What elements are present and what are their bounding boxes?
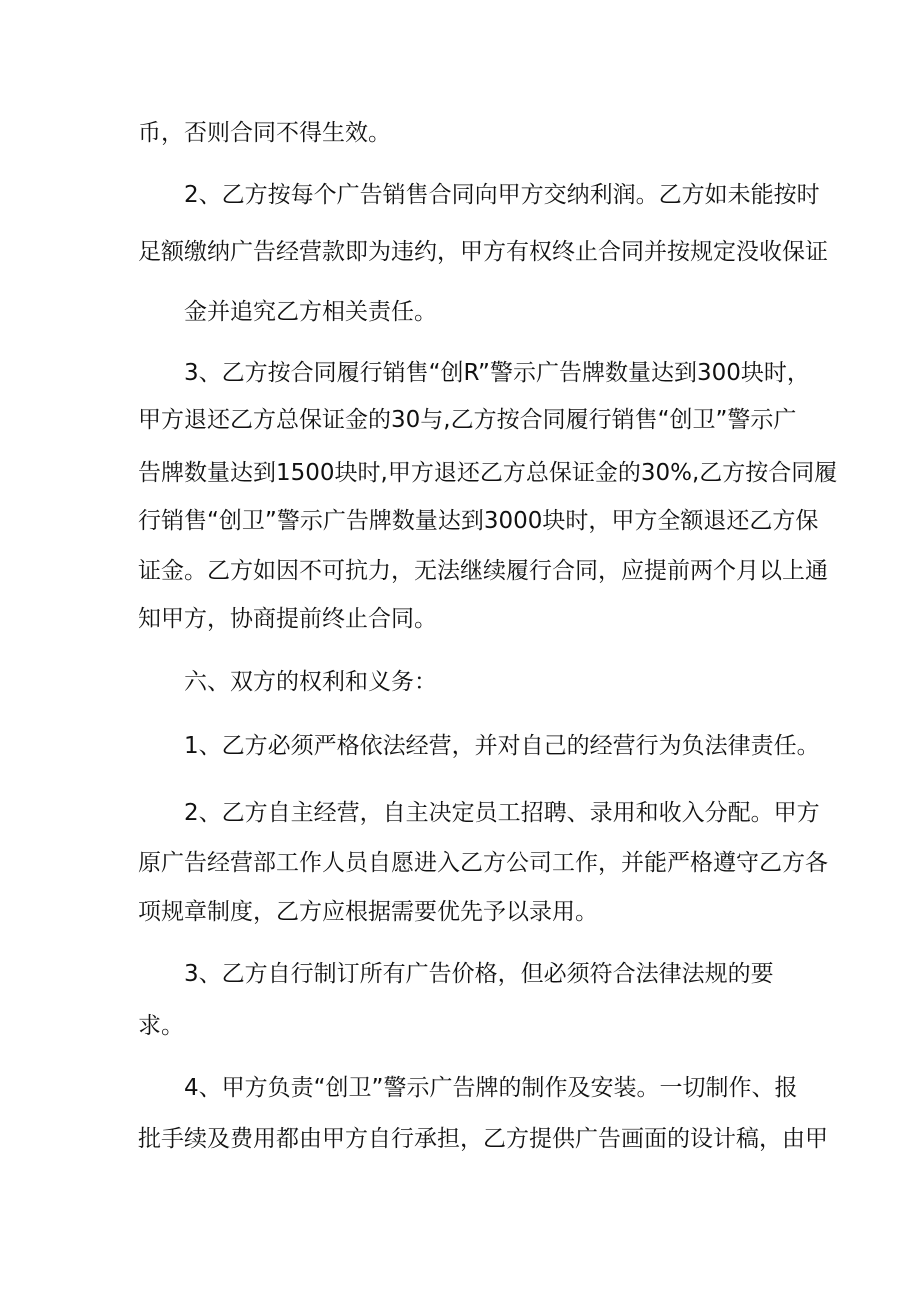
paragraph-line: 4、甲方负责“创卫”警示广告牌的制作及安装。一切制作、报: [184, 1075, 798, 1101]
paragraph-line: 项规章制度，乙方应根据需要优先予以录用。: [138, 899, 598, 925]
paragraph-line: 甲方退还乙方总保证金的30与,乙方按合同履行销售“创卫”警示广: [138, 407, 797, 433]
paragraph-line: 批手续及费用都由甲方自行承担，乙方提供广告画面的设计稿，由甲: [138, 1126, 828, 1152]
paragraph-line: 1、乙方必须严格依法经营，并对自己的经营行为负法律责任。: [184, 733, 820, 759]
paragraph-line: 告牌数量达到1500块时,甲方退还乙方总保证金的30%,乙方按合同履: [138, 460, 838, 486]
paragraph-line: 3、乙方按合同履行销售“创R”警示广告牌数量达到300块时，: [184, 360, 810, 386]
paragraph-line: 2、乙方自主经营，自主决定员工招聘、录用和收入分配。甲方: [184, 800, 820, 826]
paragraph-line: 知甲方，协商提前终止合同。: [138, 606, 437, 632]
paragraph-line: 金并追究乙方相关责任。: [184, 299, 437, 325]
paragraph-line: 2、乙方按每个广告销售合同向甲方交纳利润。乙方如未能按时: [184, 182, 820, 208]
paragraph-line: 行销售“创卫”警示广告牌数量达到3000块时，甲方全额退还乙方保: [138, 508, 819, 534]
paragraph-line: 证金。乙方如因不可抗力，无法继续履行合同，应提前两个月以上通: [138, 558, 828, 584]
paragraph-line: 币，否则合同不得生效。: [138, 120, 391, 146]
paragraph-line: 原广告经营部工作人员自愿进入乙方公司工作，并能严格遵守乙方各: [138, 850, 828, 876]
paragraph-line: 3、乙方自行制订所有广告价格，但必须符合法律法规的要: [184, 961, 774, 987]
section-heading: 六、双方的权利和义务：: [184, 669, 437, 695]
paragraph-line: 足额缴纳广告经营款即为违约，甲方有权终止合同并按规定没收保证: [138, 239, 828, 265]
paragraph-line: 求。: [138, 1013, 184, 1039]
